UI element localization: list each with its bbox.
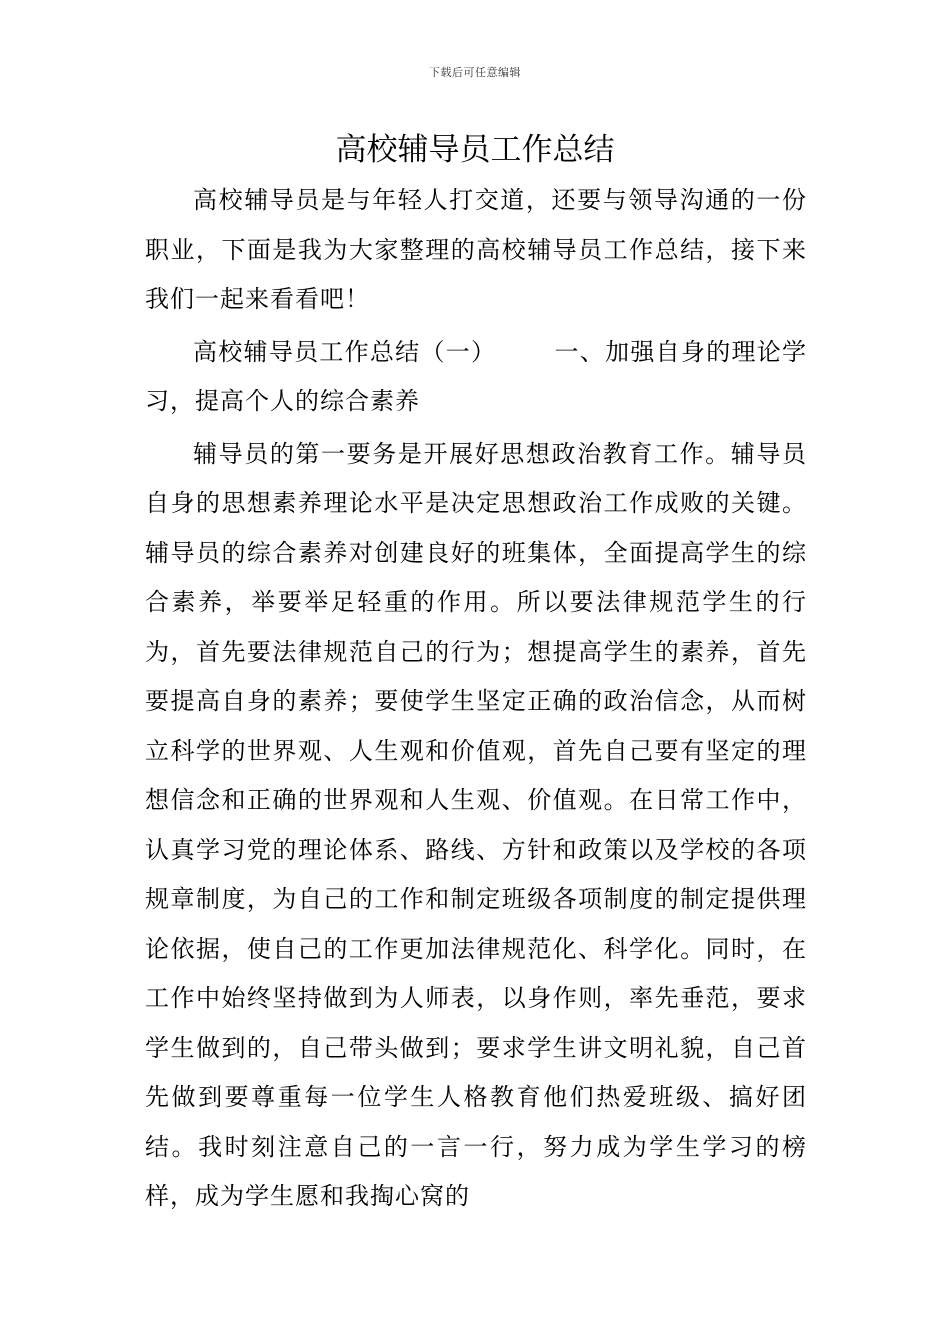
document-title: 高校辅导员工作总结: [335, 132, 615, 168]
section-heading-paragraph: [145, 328, 807, 427]
intro-paragraph: 高校辅导员是与年轻人打交道，还要与领导沟通的一份职业，下面是我为大家整理的高校辅导员工作总结，接下来我们一起来看看吧！: [145, 186, 807, 313]
header-note: 下载后可任意编辑: [429, 66, 521, 79]
section-heading: 高校辅导员工作总结（一）: [193, 337, 497, 366]
document-body: [145, 176, 807, 1222]
subheading: 一、加强自身的理论学习，提高个人的综合素养: [145, 337, 808, 415]
body-paragraph: 辅导员的第一要务是开展好思想政治教育工作。辅导员自身的思想素养理论水平是决定思想政治工作成败的关键。辅导员的综合素养对创建良好的班集体，全面提高学生的综合素养，举要举足轻重的作用。所以要法律规范学生的行为，首先要法律规范自己的行为；想提高学生的素养，首先要提高自身的素养；要使学生坚定正确的政治信念，从而树立科学的世界观、人生观和价值观，首先自己要有坚定的理想信念和正确的世界观和人生观、价值观。在日常工作中，认真学习党的理论体系、路线、方针和政策以及学校的各项规章制度，为自己的工作和制定班级各项制度的制定提供理论依据，使自己的工作更加法律规范化、科学化。同时，在工作中始终坚持做到为人师表，以身作则，率先垂范，要求学生做到的，自己带头做到；要求学生讲文明礼貌，自己首先做到要尊重每一位学生人格教育他们热爱班级、搞好团结。我时刻注意自己的一言一行，努力成为学生学习的榜样，成为学生愿和我掏心窝的: [145, 439, 807, 1210]
